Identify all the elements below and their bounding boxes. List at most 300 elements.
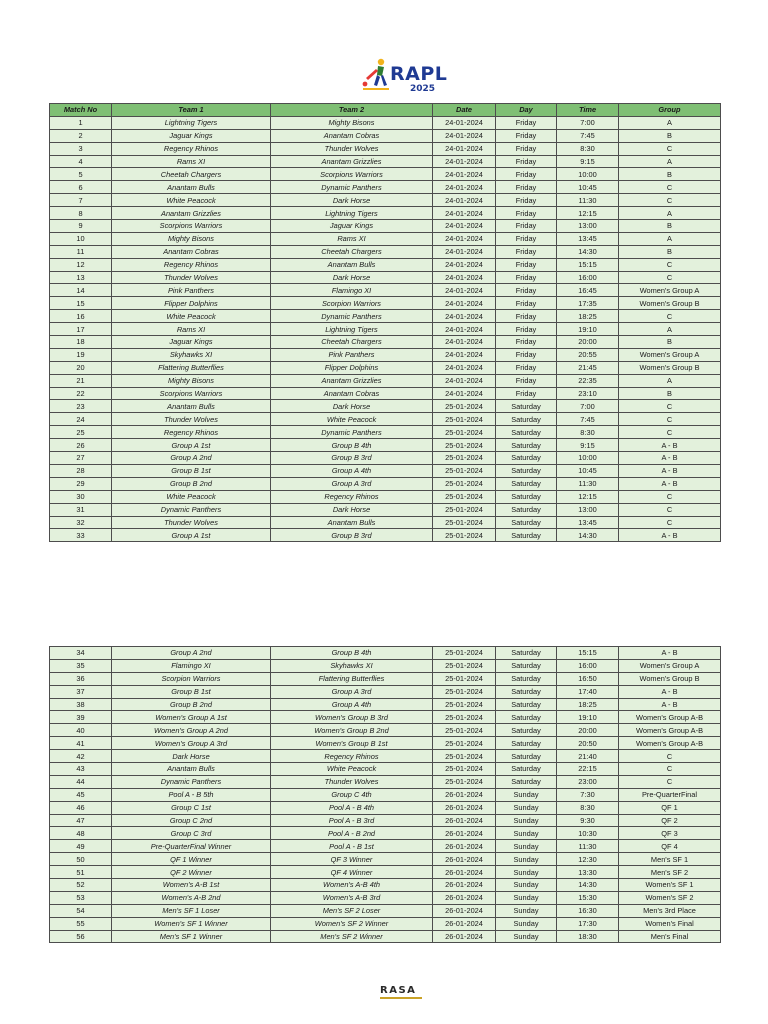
cell-team-1: Thunder Wolves <box>112 271 271 284</box>
cell-match-no: 12 <box>50 258 112 271</box>
cell-team-1: Skyhawks XI <box>112 348 271 361</box>
header-time: Time <box>557 104 619 117</box>
cell-day: Saturday <box>496 672 557 685</box>
cell-group: Women's Final <box>619 917 721 930</box>
cell-day: Saturday <box>496 685 557 698</box>
cell-team-1: Women's Group A 2nd <box>112 724 271 737</box>
cell-group: C <box>619 413 721 426</box>
cell-time: 20:00 <box>557 724 619 737</box>
cell-group: C <box>619 271 721 284</box>
table-row <box>50 801 721 814</box>
cell-match-no: 15 <box>50 297 112 310</box>
cell-team-2: Women's Group B 3rd <box>271 711 433 724</box>
cell-team-1: Anantam Bulls <box>112 400 271 413</box>
cell-time: 8:30 <box>557 801 619 814</box>
cell-team-2: Dark Horse <box>271 271 433 284</box>
cell-time: 12:15 <box>557 207 619 220</box>
cell-day: Saturday <box>496 724 557 737</box>
header-team-2: Team 2 <box>271 104 433 117</box>
cell-day: Saturday <box>496 464 557 477</box>
cell-team-2: Group A 4th <box>271 698 433 711</box>
cell-date: 25-01-2024 <box>433 490 496 503</box>
table-row <box>50 129 721 142</box>
cell-date: 25-01-2024 <box>433 647 496 660</box>
cell-date: 26-01-2024 <box>433 827 496 840</box>
cell-date: 25-01-2024 <box>433 503 496 516</box>
cell-group: C <box>619 490 721 503</box>
cell-group: A - B <box>619 439 721 452</box>
cell-time: 10:00 <box>557 168 619 181</box>
cell-group: A <box>619 116 721 129</box>
cell-time: 7:00 <box>557 400 619 413</box>
cell-date: 24-01-2024 <box>433 142 496 155</box>
cell-time: 15:15 <box>557 258 619 271</box>
table-row <box>50 788 721 801</box>
cell-match-no: 41 <box>50 737 112 750</box>
cell-time: 13:30 <box>557 866 619 879</box>
cell-team-1: Flamingo XI <box>112 659 271 672</box>
cell-team-1: Regency Rhinos <box>112 426 271 439</box>
cell-time: 16:00 <box>557 271 619 284</box>
footer-underline <box>380 997 422 999</box>
cell-team-1: Lightning Tigers <box>112 116 271 129</box>
cell-time: 22:15 <box>557 763 619 776</box>
cell-group: QF 4 <box>619 840 721 853</box>
cell-day: Saturday <box>496 400 557 413</box>
cell-day: Friday <box>496 155 557 168</box>
table-row <box>50 814 721 827</box>
cell-group: QF 3 <box>619 827 721 840</box>
cell-group: C <box>619 750 721 763</box>
table-row <box>50 400 721 413</box>
logo-wordmark: RAPL <box>390 63 448 85</box>
cell-team-1: Women's A-B 2nd <box>112 891 271 904</box>
cell-time: 7:30 <box>557 788 619 801</box>
cell-time: 10:30 <box>557 827 619 840</box>
cell-team-2: Group A 3rd <box>271 685 433 698</box>
cell-time: 20:00 <box>557 336 619 349</box>
cell-time: 10:00 <box>557 452 619 465</box>
cell-team-1: White Peacock <box>112 490 271 503</box>
cell-team-2: QF 4 Winner <box>271 866 433 879</box>
cell-day: Sunday <box>496 827 557 840</box>
cell-group: C <box>619 258 721 271</box>
cell-team-1: Rams XI <box>112 323 271 336</box>
cell-team-1: Anantam Cobras <box>112 245 271 258</box>
cell-team-2: Cheetah Chargers <box>271 245 433 258</box>
cell-team-1: Pre-QuarterFinal Winner <box>112 840 271 853</box>
cell-team-2: Thunder Wolves <box>271 142 433 155</box>
cell-time: 14:30 <box>557 879 619 892</box>
cell-day: Friday <box>496 207 557 220</box>
cell-match-no: 33 <box>50 529 112 542</box>
cell-team-2: Group A 4th <box>271 464 433 477</box>
cell-group: Women's SF 1 <box>619 879 721 892</box>
cell-match-no: 39 <box>50 711 112 724</box>
cell-time: 23:00 <box>557 775 619 788</box>
cell-time: 23:10 <box>557 387 619 400</box>
cell-group: Women's Group A <box>619 284 721 297</box>
cell-match-no: 17 <box>50 323 112 336</box>
cell-day: Sunday <box>496 930 557 943</box>
cell-group: A <box>619 232 721 245</box>
cell-team-1: Group B 1st <box>112 685 271 698</box>
cell-match-no: 45 <box>50 788 112 801</box>
cell-team-2: Anantam Grizzlies <box>271 155 433 168</box>
table-row <box>50 207 721 220</box>
cell-time: 7:45 <box>557 129 619 142</box>
cell-date: 25-01-2024 <box>433 698 496 711</box>
cell-time: 15:15 <box>557 647 619 660</box>
cell-match-no: 6 <box>50 181 112 194</box>
cell-time: 13:45 <box>557 232 619 245</box>
cell-date: 24-01-2024 <box>433 232 496 245</box>
cell-team-2: Pool A - B 4th <box>271 801 433 814</box>
cell-match-no: 48 <box>50 827 112 840</box>
cell-day: Friday <box>496 271 557 284</box>
cell-team-1: Cheetah Chargers <box>112 168 271 181</box>
cell-match-no: 49 <box>50 840 112 853</box>
table-row <box>50 271 721 284</box>
cell-day: Friday <box>496 336 557 349</box>
cell-match-no: 23 <box>50 400 112 413</box>
footer-brand: RASA <box>380 985 417 996</box>
cell-team-1: Anantam Bulls <box>112 181 271 194</box>
footer-logo <box>380 985 422 999</box>
table-row <box>50 194 721 207</box>
cell-date: 26-01-2024 <box>433 788 496 801</box>
table-row <box>50 245 721 258</box>
cell-day: Friday <box>496 361 557 374</box>
cell-day: Saturday <box>496 452 557 465</box>
cell-day: Friday <box>496 348 557 361</box>
cell-match-no: 32 <box>50 516 112 529</box>
cell-match-no: 51 <box>50 866 112 879</box>
rapl-logo <box>360 58 448 98</box>
cell-group: A <box>619 207 721 220</box>
cell-day: Sunday <box>496 840 557 853</box>
cell-match-no: 24 <box>50 413 112 426</box>
table-row <box>50 323 721 336</box>
cell-date: 24-01-2024 <box>433 297 496 310</box>
cell-group: C <box>619 310 721 323</box>
cell-team-1: Men's SF 1 Winner <box>112 930 271 943</box>
cell-match-no: 11 <box>50 245 112 258</box>
cell-time: 16:45 <box>557 284 619 297</box>
table-row <box>50 452 721 465</box>
cell-day: Saturday <box>496 711 557 724</box>
table-row <box>50 490 721 503</box>
cell-date: 24-01-2024 <box>433 387 496 400</box>
cell-time: 12:30 <box>557 853 619 866</box>
cell-match-no: 28 <box>50 464 112 477</box>
cell-team-1: Pink Panthers <box>112 284 271 297</box>
cell-team-2: Men's SF 2 Winner <box>271 930 433 943</box>
cell-group: Women's Group A-B <box>619 724 721 737</box>
cell-team-2: Skyhawks XI <box>271 659 433 672</box>
table-row <box>50 413 721 426</box>
cell-time: 8:30 <box>557 142 619 155</box>
cell-group: C <box>619 516 721 529</box>
cell-team-2: Group B 3rd <box>271 529 433 542</box>
cell-day: Saturday <box>496 775 557 788</box>
cell-day: Friday <box>496 310 557 323</box>
schedule-body-part-2 <box>50 647 721 943</box>
cell-date: 24-01-2024 <box>433 245 496 258</box>
cell-day: Saturday <box>496 737 557 750</box>
cell-team-2: Regency Rhinos <box>271 750 433 763</box>
cell-team-1: Women's SF 1 Winner <box>112 917 271 930</box>
cell-day: Saturday <box>496 698 557 711</box>
table-row <box>50 659 721 672</box>
cell-group: B <box>619 129 721 142</box>
cell-team-1: Group A 2nd <box>112 647 271 660</box>
cell-group: Women's Group B <box>619 297 721 310</box>
cell-team-2: Women's Group B 1st <box>271 737 433 750</box>
cell-time: 21:45 <box>557 361 619 374</box>
cell-team-2: Anantam Cobras <box>271 387 433 400</box>
cell-team-2: Pool A - B 1st <box>271 840 433 853</box>
cell-group: C <box>619 194 721 207</box>
cell-team-2: Regency Rhinos <box>271 490 433 503</box>
cell-team-2: Group C 4th <box>271 788 433 801</box>
cell-day: Sunday <box>496 801 557 814</box>
cell-date: 25-01-2024 <box>433 685 496 698</box>
cell-group: Women's Group A-B <box>619 711 721 724</box>
cell-team-1: Dynamic Panthers <box>112 503 271 516</box>
cell-time: 10:45 <box>557 181 619 194</box>
cell-team-2: Flipper Dolphins <box>271 361 433 374</box>
cell-day: Sunday <box>496 788 557 801</box>
cell-team-1: Thunder Wolves <box>112 516 271 529</box>
cell-group: Women's Group A <box>619 659 721 672</box>
cell-team-1: Pool A - B 5th <box>112 788 271 801</box>
cell-match-no: 47 <box>50 814 112 827</box>
cell-day: Saturday <box>496 647 557 660</box>
cell-team-2: Lightning Tigers <box>271 323 433 336</box>
cell-day: Friday <box>496 220 557 233</box>
cell-match-no: 54 <box>50 904 112 917</box>
cell-team-2: Pink Panthers <box>271 348 433 361</box>
cell-group: A - B <box>619 452 721 465</box>
cell-day: Sunday <box>496 879 557 892</box>
cell-match-no: 36 <box>50 672 112 685</box>
cell-date: 26-01-2024 <box>433 814 496 827</box>
cell-time: 18:25 <box>557 310 619 323</box>
cell-day: Sunday <box>496 866 557 879</box>
cell-group: A - B <box>619 685 721 698</box>
cell-match-no: 16 <box>50 310 112 323</box>
cell-team-2: Dynamic Panthers <box>271 310 433 323</box>
cell-match-no: 20 <box>50 361 112 374</box>
cell-group: C <box>619 775 721 788</box>
cell-date: 24-01-2024 <box>433 284 496 297</box>
cell-group: C <box>619 503 721 516</box>
cell-match-no: 44 <box>50 775 112 788</box>
cell-team-2: Dynamic Panthers <box>271 181 433 194</box>
cell-match-no: 10 <box>50 232 112 245</box>
cell-team-1: Dynamic Panthers <box>112 775 271 788</box>
cell-match-no: 40 <box>50 724 112 737</box>
cell-match-no: 2 <box>50 129 112 142</box>
cell-team-2: Pool A - B 3rd <box>271 814 433 827</box>
cell-day: Sunday <box>496 917 557 930</box>
cell-team-2: Dark Horse <box>271 194 433 207</box>
cell-date: 24-01-2024 <box>433 348 496 361</box>
cell-match-no: 50 <box>50 853 112 866</box>
cell-match-no: 42 <box>50 750 112 763</box>
cell-day: Saturday <box>496 516 557 529</box>
cell-date: 25-01-2024 <box>433 775 496 788</box>
cell-team-1: Thunder Wolves <box>112 413 271 426</box>
table-row <box>50 698 721 711</box>
cell-time: 10:45 <box>557 464 619 477</box>
cell-date: 24-01-2024 <box>433 129 496 142</box>
cell-time: 17:30 <box>557 917 619 930</box>
cell-time: 20:50 <box>557 737 619 750</box>
cell-day: Friday <box>496 232 557 245</box>
schedule-table-part-2 <box>49 646 721 943</box>
cell-group: A <box>619 323 721 336</box>
cell-date: 25-01-2024 <box>433 763 496 776</box>
cell-group: B <box>619 245 721 258</box>
table-row <box>50 503 721 516</box>
cell-time: 13:00 <box>557 503 619 516</box>
cell-date: 26-01-2024 <box>433 904 496 917</box>
cell-team-1: Women's A-B 1st <box>112 879 271 892</box>
table-row <box>50 750 721 763</box>
cell-team-1: Rams XI <box>112 155 271 168</box>
cell-date: 26-01-2024 <box>433 917 496 930</box>
cell-time: 16:00 <box>557 659 619 672</box>
cell-team-1: Anantam Grizzlies <box>112 207 271 220</box>
cell-team-2: Group B 3rd <box>271 452 433 465</box>
cell-team-2: Women's A-B 4th <box>271 879 433 892</box>
cell-team-2: Cheetah Chargers <box>271 336 433 349</box>
table-header-row <box>50 104 721 117</box>
cell-time: 11:30 <box>557 840 619 853</box>
cell-team-1: Mighty Bisons <box>112 232 271 245</box>
cell-day: Friday <box>496 245 557 258</box>
cell-date: 25-01-2024 <box>433 516 496 529</box>
table-row <box>50 181 721 194</box>
table-row <box>50 891 721 904</box>
table-row <box>50 374 721 387</box>
cricket-batsman-icon <box>360 58 392 92</box>
cell-team-1: Scorpions Warriors <box>112 220 271 233</box>
cell-date: 25-01-2024 <box>433 711 496 724</box>
header-match-no: Match No <box>50 104 112 117</box>
cell-date: 26-01-2024 <box>433 891 496 904</box>
cell-team-2: Dark Horse <box>271 400 433 413</box>
cell-date: 25-01-2024 <box>433 439 496 452</box>
cell-team-1: Women's Group A 3rd <box>112 737 271 750</box>
cell-date: 24-01-2024 <box>433 336 496 349</box>
cell-team-2: Group B 4th <box>271 439 433 452</box>
cell-team-1: QF 2 Winner <box>112 866 271 879</box>
table-row <box>50 155 721 168</box>
cell-match-no: 4 <box>50 155 112 168</box>
cell-team-2: QF 3 Winner <box>271 853 433 866</box>
cell-match-no: 56 <box>50 930 112 943</box>
table-row <box>50 387 721 400</box>
cell-group: Men's SF 1 <box>619 853 721 866</box>
cell-date: 25-01-2024 <box>433 413 496 426</box>
table-row <box>50 258 721 271</box>
cell-team-1: Group C 1st <box>112 801 271 814</box>
cell-time: 9:30 <box>557 814 619 827</box>
cell-date: 26-01-2024 <box>433 879 496 892</box>
table-row <box>50 711 721 724</box>
cell-match-no: 9 <box>50 220 112 233</box>
cell-date: 25-01-2024 <box>433 672 496 685</box>
cell-match-no: 22 <box>50 387 112 400</box>
cell-day: Saturday <box>496 426 557 439</box>
cell-team-1: Dark Horse <box>112 750 271 763</box>
header-team-1: Team 1 <box>112 104 271 117</box>
cell-day: Friday <box>496 181 557 194</box>
cell-date: 25-01-2024 <box>433 426 496 439</box>
cell-group: Pre-QuarterFinal <box>619 788 721 801</box>
table-row <box>50 904 721 917</box>
table-row <box>50 647 721 660</box>
cell-group: Women's SF 2 <box>619 891 721 904</box>
cell-day: Friday <box>496 387 557 400</box>
cell-match-no: 27 <box>50 452 112 465</box>
cell-match-no: 53 <box>50 891 112 904</box>
cell-team-1: White Peacock <box>112 194 271 207</box>
cell-time: 14:30 <box>557 529 619 542</box>
table-row <box>50 930 721 943</box>
cell-date: 25-01-2024 <box>433 400 496 413</box>
table-row <box>50 516 721 529</box>
cell-date: 26-01-2024 <box>433 853 496 866</box>
cell-team-2: Anantam Grizzlies <box>271 374 433 387</box>
cell-time: 18:30 <box>557 930 619 943</box>
cell-date: 24-01-2024 <box>433 220 496 233</box>
table-row <box>50 232 721 245</box>
cell-group: B <box>619 387 721 400</box>
cell-date: 24-01-2024 <box>433 116 496 129</box>
cell-match-no: 5 <box>50 168 112 181</box>
cell-date: 25-01-2024 <box>433 724 496 737</box>
cell-day: Sunday <box>496 891 557 904</box>
cell-group: C <box>619 142 721 155</box>
cell-match-no: 8 <box>50 207 112 220</box>
cell-team-1: Mighty Bisons <box>112 374 271 387</box>
cell-time: 9:15 <box>557 439 619 452</box>
cell-group: B <box>619 168 721 181</box>
cell-team-1: Group C 3rd <box>112 827 271 840</box>
cell-match-no: 18 <box>50 336 112 349</box>
cell-group: Women's Group B <box>619 361 721 374</box>
table-row <box>50 737 721 750</box>
table-row <box>50 685 721 698</box>
cell-group: QF 2 <box>619 814 721 827</box>
cell-time: 17:35 <box>557 297 619 310</box>
cell-team-1: Group A 1st <box>112 439 271 452</box>
table-row <box>50 284 721 297</box>
cell-day: Sunday <box>496 853 557 866</box>
cell-time: 21:40 <box>557 750 619 763</box>
cell-time: 13:45 <box>557 516 619 529</box>
cell-day: Saturday <box>496 659 557 672</box>
cell-date: 24-01-2024 <box>433 271 496 284</box>
cell-team-2: Women's A-B 3rd <box>271 891 433 904</box>
cell-group: Women's Group B <box>619 672 721 685</box>
cell-group: A <box>619 374 721 387</box>
cell-team-1: QF 1 Winner <box>112 853 271 866</box>
